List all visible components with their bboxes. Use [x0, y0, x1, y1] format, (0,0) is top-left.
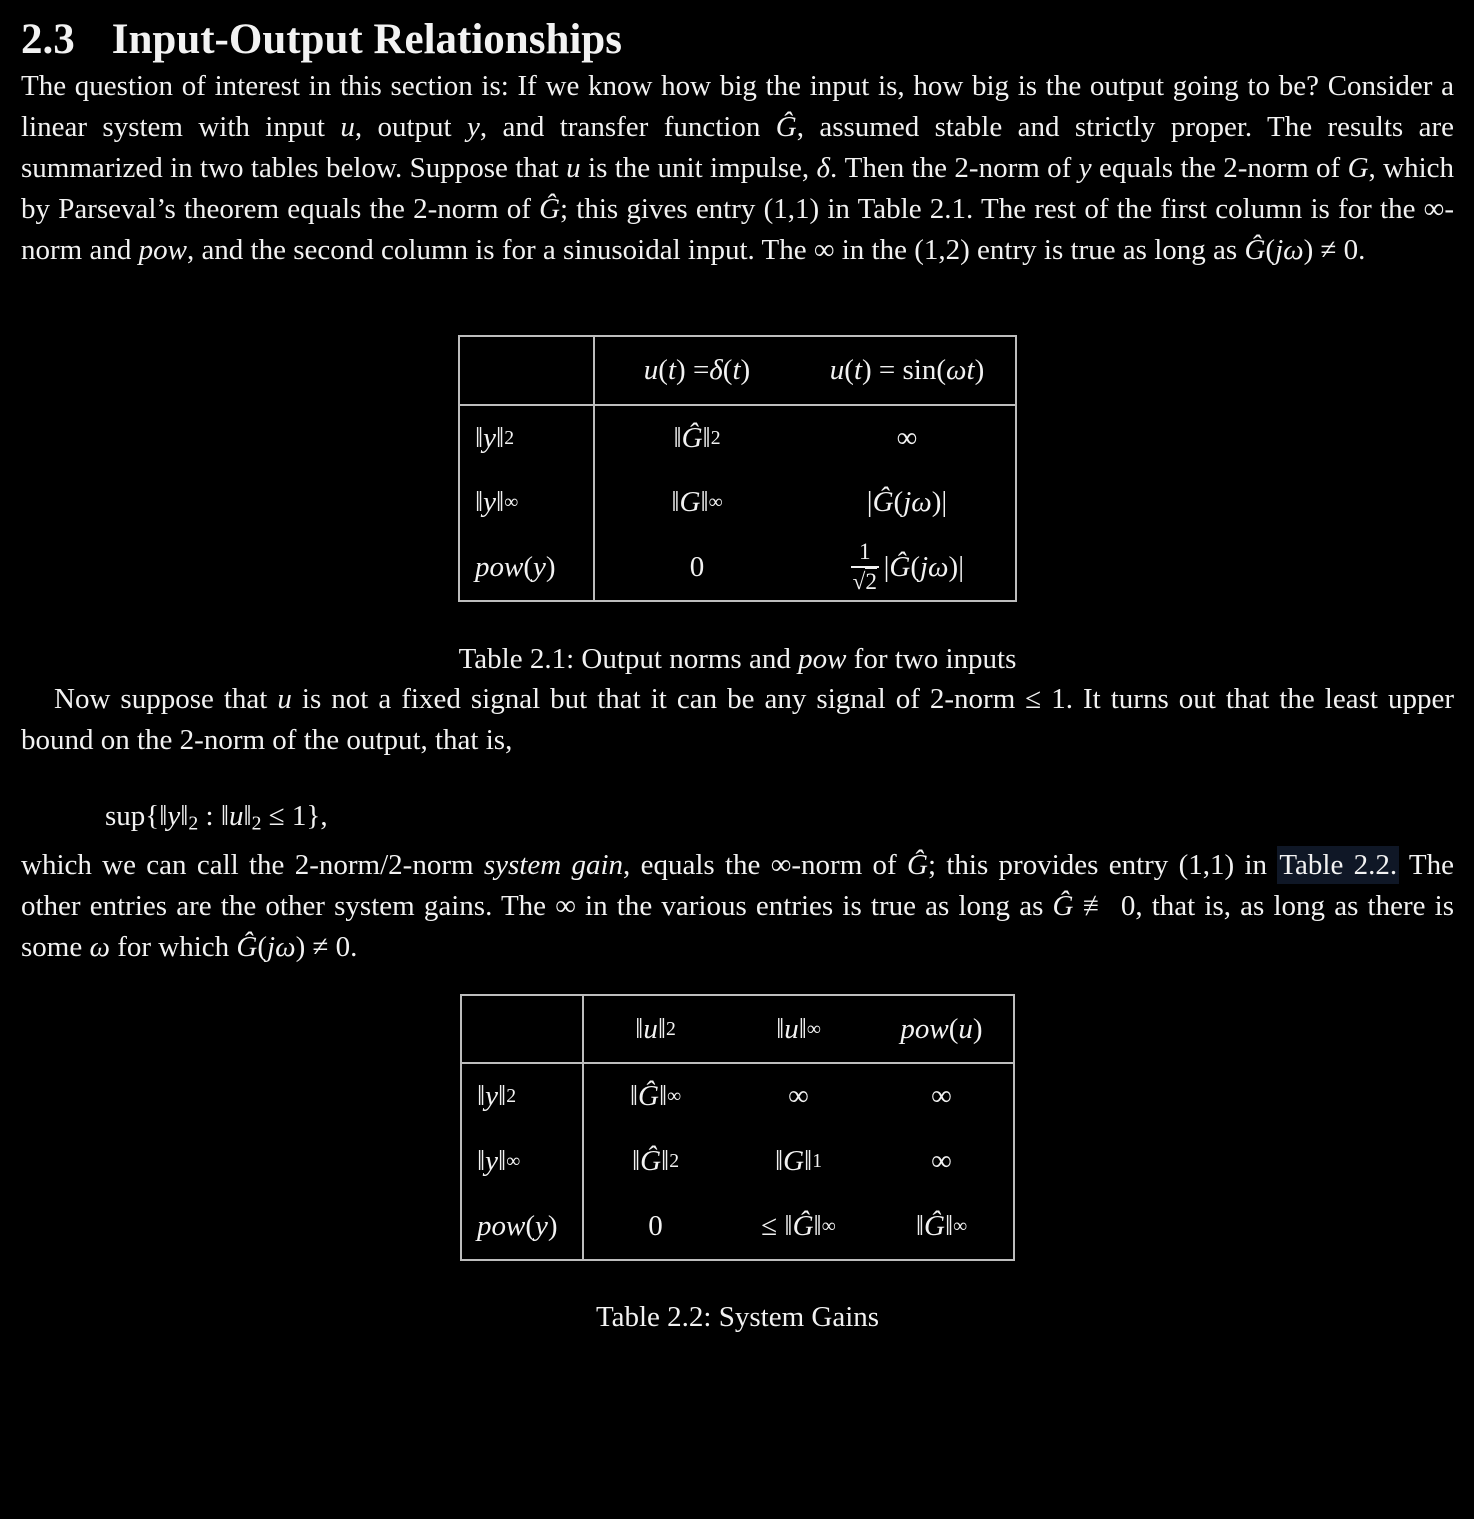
t2-row-label-y-2norm: ‖ y ‖ 2 [462, 1064, 584, 1129]
table-2-2 [460, 994, 1015, 1261]
t2-cell-r1c1: ‖ Ĝ ‖ ∞ [629, 1080, 682, 1113]
t1-row-label-y-2norm: ‖ y ‖ 2 [460, 406, 595, 470]
t2-cell-r3c3: ‖ Ĝ ‖ ∞ [915, 1210, 968, 1243]
t1-cell-r1c2: ∞ [896, 421, 918, 454]
paragraph-intro: The question of interest in this section is: If we know how big the input is, how big is the output going to be? Consider a linear system with input u, output y, and transfer function Ĝ, assumed stable and strictly proper. The results are summarized in two tables below. Suppose that u is the unit impulse, δ. Then the 2-norm of y equals the 2-norm of G, which by Parseval’s theorem equals the 2-norm of Ĝ; this gives entry (1,1) in Table 2.1. The rest of the first column is for the ∞-norm and pow, and the second column is for a sinusoidal input. The ∞ in the (1,2) entry is true as long as Ĝ(jω) ≠ 0. [21, 70, 1455, 266]
t2-row-label-pow-y: pow ( y ) [462, 1194, 584, 1259]
paragraph-system-gain: which we can call the 2-norm/2-norm system gain, equals the ∞-norm of Ĝ; this provides entry (1,1) in Table 2.2. The other entries are the other system gains. The ∞ in the various entries is true as long as Ĝ ≢ 0, that is, as long as there is some ω for which Ĝ(jω) ≠ 0. [21, 845, 1454, 968]
section-heading [21, 14, 1454, 66]
t2-cell-r1c2: ∞ [788, 1080, 809, 1113]
t2-cell-r2c2: ‖ G ‖ 1 [774, 1145, 823, 1178]
paragraph-sup-intro: Now suppose that u is not a fixed signal but that it can be any signal of 2-norm ≤ 1. It turns out that the least upper bound on the 2-norm of the output, that is, [21, 683, 1454, 756]
t2-cell-r3c2: ≤ ‖ Ĝ ‖ ∞ [761, 1210, 836, 1243]
section-number: 2.3 [21, 16, 75, 63]
t2-corner-cell [462, 996, 584, 1064]
t1-header-impulse-input: u ( t ) = δ ( t ) [595, 337, 799, 406]
t2-header-u-2norm: ‖ u ‖ 2 [584, 996, 727, 1064]
t1-cell-r3c1: 0 [689, 550, 705, 583]
t1-row-label-y-infnorm: ‖ y ‖ ∞ [460, 470, 595, 534]
t2-cell-r3c1: 0 [648, 1210, 663, 1243]
t2-cell-r2c1: ‖ Ĝ ‖ 2 [631, 1145, 680, 1178]
t2-row-label-y-infnorm: ‖ y ‖ ∞ [462, 1129, 584, 1194]
t1-cell-r2c1: ‖ G ‖ ∞ [671, 485, 723, 518]
t2-header-pow-u: pow ( u ) [870, 996, 1013, 1064]
table-2-2-reference-highlight[interactable]: Table 2.2. [1277, 846, 1399, 884]
section-title: Input-Output Relationships [111, 16, 622, 63]
t1-header-sinusoid-input: u ( t ) = sin( ωt ) [799, 337, 1015, 406]
t2-header-u-infnorm: ‖ u ‖ ∞ [727, 996, 870, 1064]
fraction: $\frac{1}{√2}$ [852, 539, 877, 595]
t1-cell-r1c1: ‖ Ĝ ‖ 2 [673, 421, 721, 454]
equation-sup-norm: sup{‖y‖2 : ‖u‖2 ≤ 1}, [105, 800, 328, 835]
t1-cell-r2c2: | Ĝ ( jω )| [866, 485, 948, 518]
t1-cell-r3c2: $\frac{1}{√2}$ | Ĝ ( jω )| [799, 534, 1015, 600]
table-2-1-caption: Table 2.1: Output norms and pow for two inputs [458, 643, 1017, 675]
t1-row-label-pow-y: pow ( y ) [460, 534, 595, 600]
t1-corner-cell [460, 337, 595, 406]
table-2-1 [458, 335, 1017, 602]
t2-cell-r2c3: ∞ [931, 1145, 952, 1178]
table-2-2-caption: Table 2.2: System Gains [595, 1301, 880, 1334]
t2-cell-r1c3: ∞ [931, 1080, 952, 1113]
